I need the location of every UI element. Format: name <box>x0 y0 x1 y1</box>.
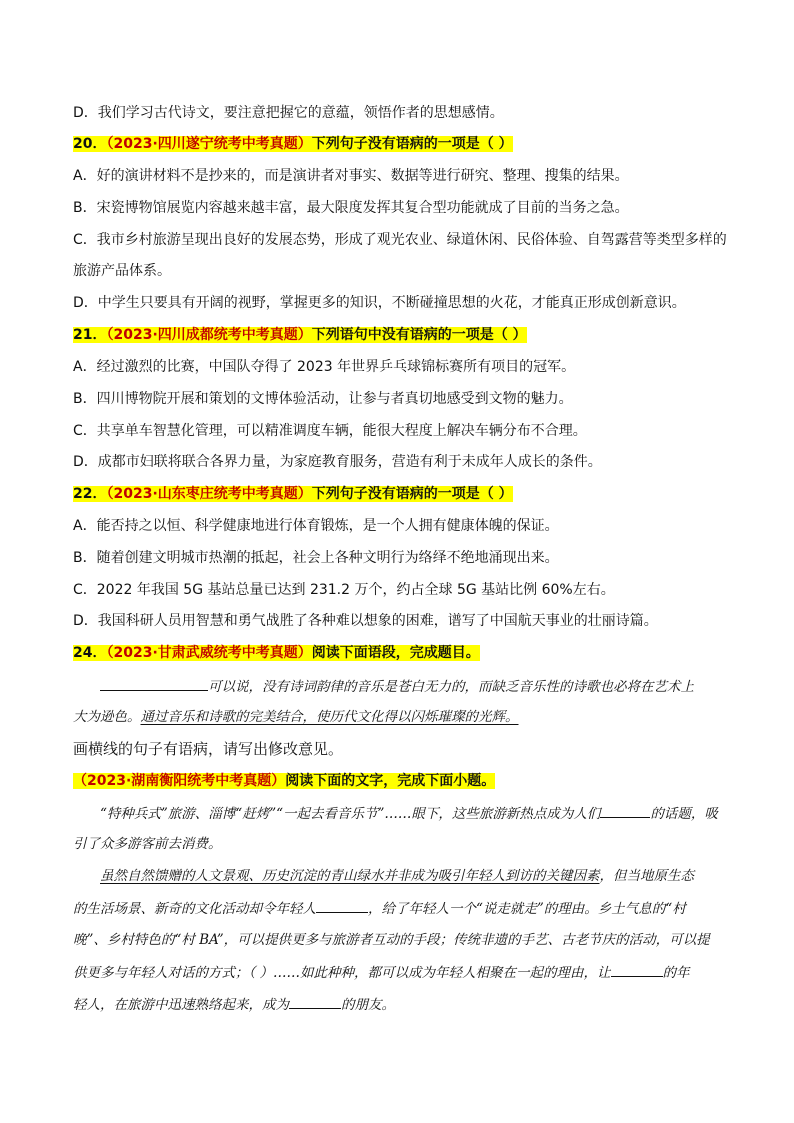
q22-option-d: D．我国科研人员用智慧和勇气战胜了各种难以想象的困难，谱写了中国航天事业的壮丽诗篇。 <box>73 613 658 629</box>
question-21-heading <box>73 325 736 345</box>
q21-option-c: C．共享单车智慧化管理，可以精准调度车辆，能很大程度上解决车辆分布不合理。 <box>73 423 587 439</box>
question-source: （2023·四川遂宁统考中考真题） <box>106 136 312 152</box>
passage-text: 轻人，在旅游中迅速熟络起来，成为 <box>73 997 289 1013</box>
underlined-sentence: 虽然自然馈赠的人文景观、历史沉淀的青山绿水并非成为吸引年轻人到访的关键因素 <box>100 868 600 884</box>
q25-para1-line2: 引了众多游客前去消费。 <box>73 836 222 852</box>
q22-option-c: C．2022 年我国 5G 基站总量已达到 231.2 万个，约占全球 5G 基站比例 60%左右。 <box>73 582 615 598</box>
q22-option-b: B．随着创建文明城市热潮的抵起，社会上各种文明行为络绎不绝地涌现出来。 <box>73 550 559 566</box>
passage-text: 的年 <box>662 965 690 981</box>
q20-option-c-line2: 旅游产品体系。 <box>73 263 171 279</box>
passage-text: ，给了年轻人一个“说走就走”的理由。乡土气息的“村 <box>368 901 686 917</box>
q20-option-a: A．好的演讲材料不是抄来的，而是演讲者对事实、数据等进行研究、整理、搜集的结果。 <box>73 168 629 184</box>
q24-passage-line1 <box>100 676 736 697</box>
q21-option-b: B．四川博物院开展和策划的文博体验活动，让参与者真切地感受到文物的魅力。 <box>73 391 573 407</box>
question-source: （2023·甘肃武威统考中考真题） <box>106 645 312 661</box>
question-number: 22． <box>73 486 107 502</box>
q20-option-b: B．宋瓷博物馆展览内容越来越丰富，最大限度发挥其复合型功能就成了目前的当务之急。 <box>73 200 629 216</box>
fill-blank <box>600 803 650 818</box>
question-22-heading <box>73 484 736 504</box>
question-stem: 下列句子没有语病的一项是（ ） <box>311 136 513 152</box>
passage-text: ，但当地原生态 <box>599 868 694 884</box>
question-source: （2023·湖南衡阳统考中考真题） <box>73 773 286 789</box>
passage-text: 可以说，没有诗词韵律的音乐是苍白无力的，而缺乏音乐性的诗歌也必将在艺术上 <box>208 679 694 695</box>
fill-blank <box>289 994 341 1009</box>
q25-para2-line2 <box>73 898 736 919</box>
passage-text: “特种兵式”旅游、淄博“赶烤”“一起去看音乐节”……眼下，这些旅游新热点成为人们 <box>100 806 601 822</box>
q20-option-c-line1: C．我市乡村旅游呈现出良好的发展态势，形成了观光农业、绿道休闲、民俗体验、自驾露营等类型多样的 <box>73 232 727 248</box>
passage-text: 的话题，吸 <box>650 806 718 822</box>
fill-blank <box>316 898 368 913</box>
fill-blank <box>100 676 208 691</box>
question-stem: 下列句子没有语病的一项是（ ） <box>311 486 513 502</box>
q25-para2-line3: 晚”、乡村特色的“村 BA”，可以提供更多与旅游者互动的手段；传统非遗的手艺、古老节庆的活动，可以提 <box>73 932 710 948</box>
q22-option-a: A．能否持之以恒、科学健康地进行体育锻炼，是一个人拥有健康体魄的保证。 <box>73 518 559 534</box>
q25-para2-line5 <box>73 994 736 1015</box>
passage-text: 的朋友。 <box>341 997 395 1013</box>
passage-text: 供更多与年轻人对话的方式；（ ）……如此种种，都可以成为年轻人相聚在一起的理由，让 <box>73 965 611 981</box>
passage-text: 的生活场景、新奇的文化活动却令年轻人 <box>73 901 316 917</box>
question-stem: 下列语句中没有语病的一项是（ ） <box>311 327 527 343</box>
q25-para2-line1 <box>100 866 736 886</box>
question-number: 21． <box>73 327 107 343</box>
q24-task: 画横线的句子有语病，请写出修改意见。 <box>73 740 344 758</box>
q25-para2-line4 <box>73 962 736 983</box>
question-number: 20． <box>73 136 107 152</box>
question-number: 24． <box>73 645 107 661</box>
q20-option-d: D．中学生只要具有开阔的视野，掌握更多的知识，不断碰撞思想的火花，才能真正形成创新意识。 <box>73 295 686 311</box>
question-stem: 阅读下面的文字，完成下面小题。 <box>285 773 496 789</box>
fill-blank <box>611 962 663 977</box>
q21-option-d: D．成都市妇联将联合各界力量，为家庭教育服务，营造有利于未成年人成长的条件。 <box>73 454 602 470</box>
q21-option-a: A．经过激烈的比赛，中国队夺得了 2023 年世界乒乓球锦标赛所有项目的冠军。 <box>73 359 576 375</box>
question-20-heading <box>73 134 736 154</box>
question-25-heading <box>73 771 736 791</box>
prev-option-d: D．我们学习古代诗文，要注意把握它的意蕴，领悟作者的思想感情。 <box>73 105 504 121</box>
question-source: （2023·四川成都统考中考真题） <box>106 327 312 343</box>
q25-para1-line1 <box>100 803 736 824</box>
question-stem: 阅读下面语段，完成题目。 <box>311 645 480 661</box>
underlined-sentence: 通过音乐和诗歌的完美结合，使历代文化得以闪烁璀璨的光辉。 <box>140 709 519 725</box>
question-source: （2023·山东枣庄统考中考真题） <box>106 486 312 502</box>
passage-text: 大为逊色。 <box>73 709 141 725</box>
q24-passage-line2 <box>73 707 736 727</box>
question-24-heading <box>73 643 736 663</box>
